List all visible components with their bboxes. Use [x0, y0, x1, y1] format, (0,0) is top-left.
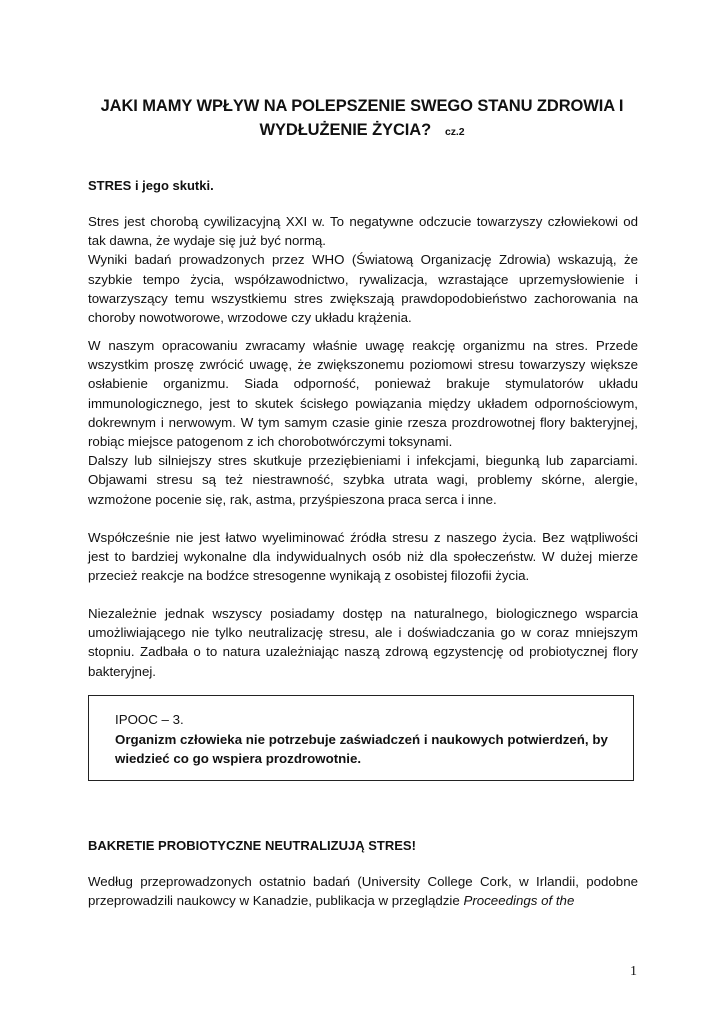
- paragraph-block-5: [88, 872, 638, 910]
- paragraph: Dalszy lub silniejszy stres skutkuje przeziębieniami i infekcjami, biegunką lub zaparciami. Objawami stresu są też niestrawność, szybka utrata wagi, problemy skórne, alergie, wzmożone pocenie się, rak, astma, przyśpieszona praca serca i inne.: [88, 453, 638, 507]
- paragraph: Stres jest chorobą cywilizacyjną XXI w. To negatywne odczucie towarzyszy człowiekowi od tak dawna, że wydaje się już być normą.: [88, 214, 638, 249]
- paragraph-block-2: [88, 336, 638, 509]
- box-text: Organizm człowieka nie potrzebuje zaświadczeń i naukowych potwierdzeń, by wiedzieć co go wspiera prozdrowotnie.: [115, 732, 608, 767]
- title-line-1: JAKI MAMY WPŁYW NA POLEPSZENIE SWEGO STANU ZDROWIA I: [100, 97, 624, 115]
- paragraph-text: Według przeprowadzonych ostatnio badań (University College Cork, w Irlandii, podobne przeprowadzili naukowcy w Kanadzie, publikacja w przeglądzie: [88, 874, 638, 909]
- paragraph-block-4: [88, 604, 638, 681]
- highlight-box: [88, 695, 634, 781]
- title-line-2: [70, 118, 654, 144]
- paragraph-block-1: [88, 212, 638, 327]
- paragraph: W naszym opracowaniu zwracamy właśnie uwagę reakcję organizmu na stres. Przede wszystkim proszę zwrócić uwagę, że zwiększonemu poziomowi stresu towarzyszy większe osłabienie organizmu. Siada odporność, ponieważ brakuje stymulatorów układu immunologicznego, jest to skutek ścisłego powiązania między układem odpornościowym, dokrewnym i nerwowym. W tym samym czasie ginie rzesza prozdrowotnej flory bakteryjnej, robiąc miejsce patogenom z ich chorobotwórczymi toksynami.: [88, 338, 638, 450]
- paragraph-block-3: [88, 528, 638, 586]
- title-line-2-text: WYDŁUŻENIE ŻYCIA?: [259, 121, 432, 139]
- title-part-label: cz.2: [445, 126, 465, 138]
- paragraph: Wyniki badań prowadzonych przez WHO (Światową Organizację Zdrowia) wskazują, że szybkie tempo życia, współzawodnictwo, rywalizacja, wzrastające uprzemysłowienie i towarzyszący temu wszystkiemu stres zwiększają prawdopodobieństwo zachorowania na choroby nowotworowe, wrzodowe czy układu krążenia.: [88, 252, 638, 326]
- paragraph: [88, 872, 638, 910]
- document-title: [70, 94, 654, 144]
- box-label: IPOOC – 3.: [115, 712, 184, 727]
- page-number: 1: [630, 964, 637, 979]
- paragraph: Współcześnie nie jest łatwo wyeliminować źródła stresu z naszego życia. Bez wątpliwości jest to bardziej wykonalne dla indywidualnych osób niż dla społeczeństw. W dużej mierze przecież reakcje na bodźce stresogenne wynikają z osobistej filozofii życia.: [88, 530, 638, 584]
- paragraph: Niezależnie jednak wszyscy posiadamy dostęp na naturalnego, biologicznego wsparcia umożliwiającego nie tylko neutralizację stresu, ale i doświadczania go w coraz mniejszym stopniu. Zadbała o to natura uzależniając naszą zdrową egzystencję od probiotycznej flory bakteryjnej.: [88, 606, 638, 679]
- section-heading-stress: STRES i jego skutki.: [88, 178, 214, 193]
- journal-name: Proceedings of the: [463, 893, 575, 909]
- section-heading-probiotics: BAKRETIE PROBIOTYCZNE NEUTRALIZUJĄ STRES!: [88, 838, 416, 853]
